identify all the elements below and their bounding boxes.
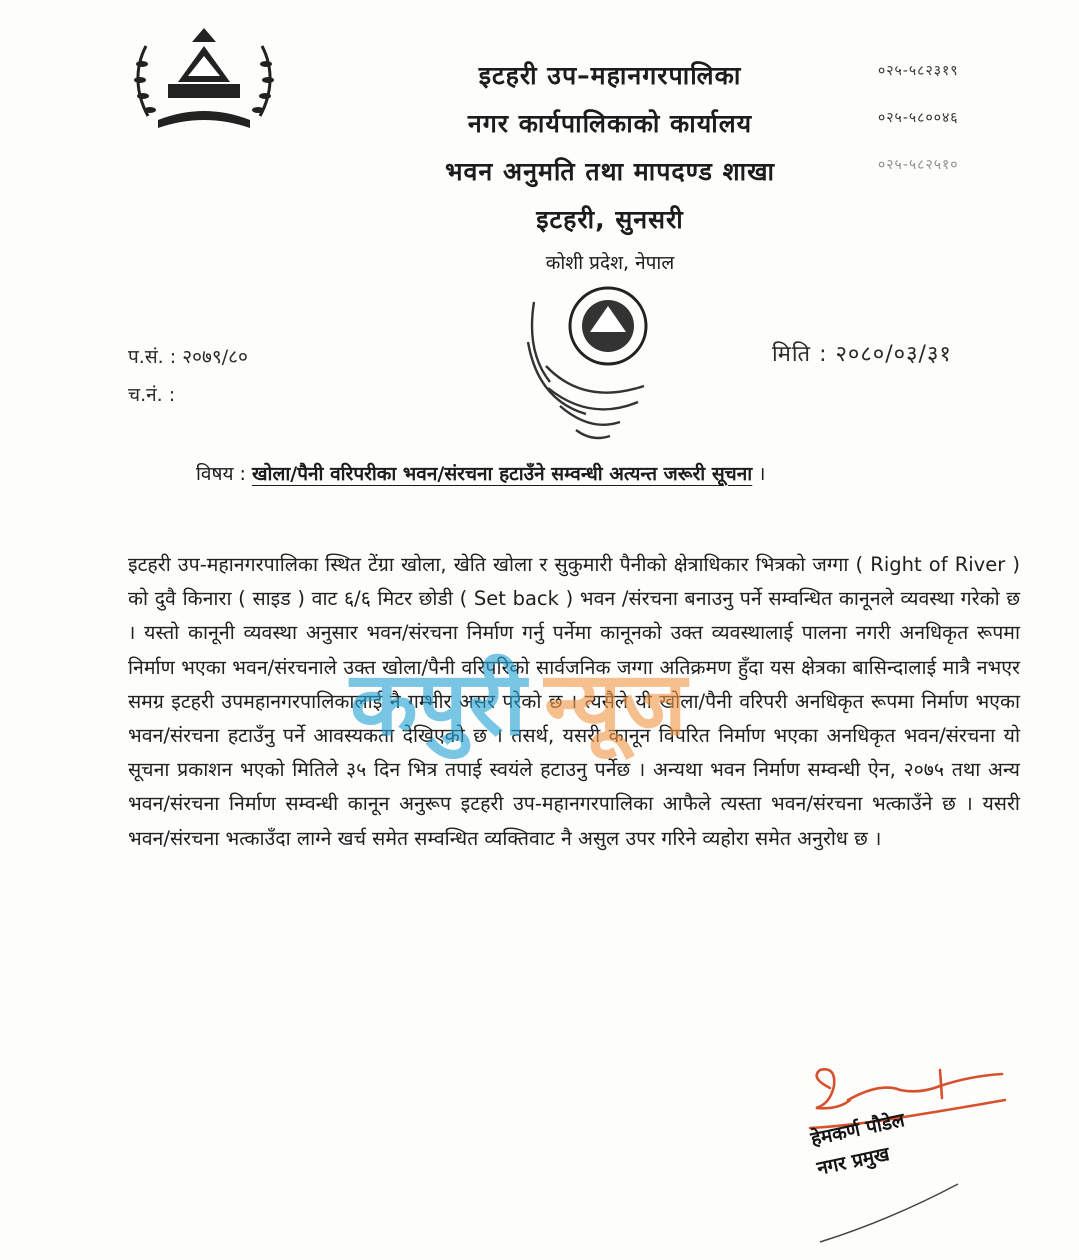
watermark-part1: कपुरी <box>350 652 527 755</box>
office-stamp-icon <box>520 282 680 452</box>
phone-number: ०२५-५८२३१९ <box>878 63 959 79</box>
phone-number: ०२५-५८२५१० <box>878 157 959 173</box>
subject-text: खोला/पैनी वरिपरीका भवन/संरचना हटाउँने सम्वन्धी अत्यन्त जरूरी सूचना <box>251 463 753 485</box>
phone-numbers <box>878 48 1008 189</box>
notice-body: इटहरी उप-महानगरपालिका स्थित टेंग्रा खोला, खेति खोला र सुकुमारी पैनीको क्षेत्राधिकार भित्रको जग्गा ( Right of River ) को दुवै किनारा ( साइड ) वाट ६/६ मिटर छोडी ( Set back ) भवन /संरचना बनाउनु पर्ने सम्वन्धित कानूनले व्यवस्था गरेको छ । यस्तो कानूनी व्यवस्था अनुसार भवन/संरचना निर्माण गर्नु पर्नेमा कानूनको उक्त व्यवस्थालाई पालना नगरी अनधिकृत रूपमा निर्माण भएका भवन/संरचनाले उक्त खोला/पैनी वरिपरिको सार्वजनिक जग्गा अतिक्रमण हुँदा यस क्षेत्रका बासिन्दालाई मात्रै नभएर समग्र इटहरी उपमहानगरपालिकालाई नै गम्भीर असर परेको छ । त्यसैले यी खोला/पैनी वरिपरी अनधिकृत रूपमा निर्माण भएका भवन/संरचना हटाउँनु पर्ने आवस्यकता देखिएको छ । तसर्थ, यसरी कानून विपरित निर्माण भएका अनधिकृत भवन/संरचना यो सूचना प्रकाशन भएको मितिले ३५ दिन भित्र तपाई स्वयंले हटाउनु पर्नेछ । अन्यथा भवन निर्माण सम्वन्धी ऐन, २०७५ तथा अन्य भवन/संरचना निर्माण सम्वन्धी कानून अनुरूप इटहरी उप-महानगरपालिका आफैले त्यस्ता भवन/संरचना भत्काउँने छ । यसरी भवन/संरचना भत्काउँदा लाग्ने खर्च समेत सम्वन्धित व्यक्तिवाट नै असुल उपर गरिने व्यहोरा समेत अनुरोध छ । <box>128 553 1020 850</box>
phone-number: ०२५-५८००४६ <box>878 110 959 126</box>
office-subtitle: नगर कार्यपालिकाको कार्यालय <box>467 109 753 138</box>
signatory-name: हेमकर्ण पौडेल <box>808 1109 907 1151</box>
reference-block <box>128 338 248 414</box>
nepal-emblem-icon <box>128 24 280 134</box>
dispatch-number: च.नं. : <box>128 384 176 406</box>
office-heading <box>330 52 890 280</box>
office-name: इटहरी उप–महानगरपालिका <box>478 61 742 90</box>
branch-name: भवन अनुमति तथा मापदण्ड शाखा <box>444 157 776 186</box>
signatory-title: नगर प्रमुख <box>815 1143 892 1180</box>
letter-number: प.सं. : २०७९/८० <box>128 346 248 368</box>
office-location: इटहरी, सुनसरी <box>536 205 684 234</box>
subject-label: विषय : <box>196 463 246 485</box>
province-line: कोशी प्रदेश, नेपाल <box>545 252 675 274</box>
subject-line: विषय : खोला/पैनी वरिपरीका भवन/संरचना हटाउँने सम्वन्धी अत्यन्त जरूरी सूचना । <box>196 463 766 485</box>
letter-date: मिति : २०८०/०३/३१ <box>772 342 952 367</box>
watermark-part2: न्यूज <box>544 652 687 755</box>
